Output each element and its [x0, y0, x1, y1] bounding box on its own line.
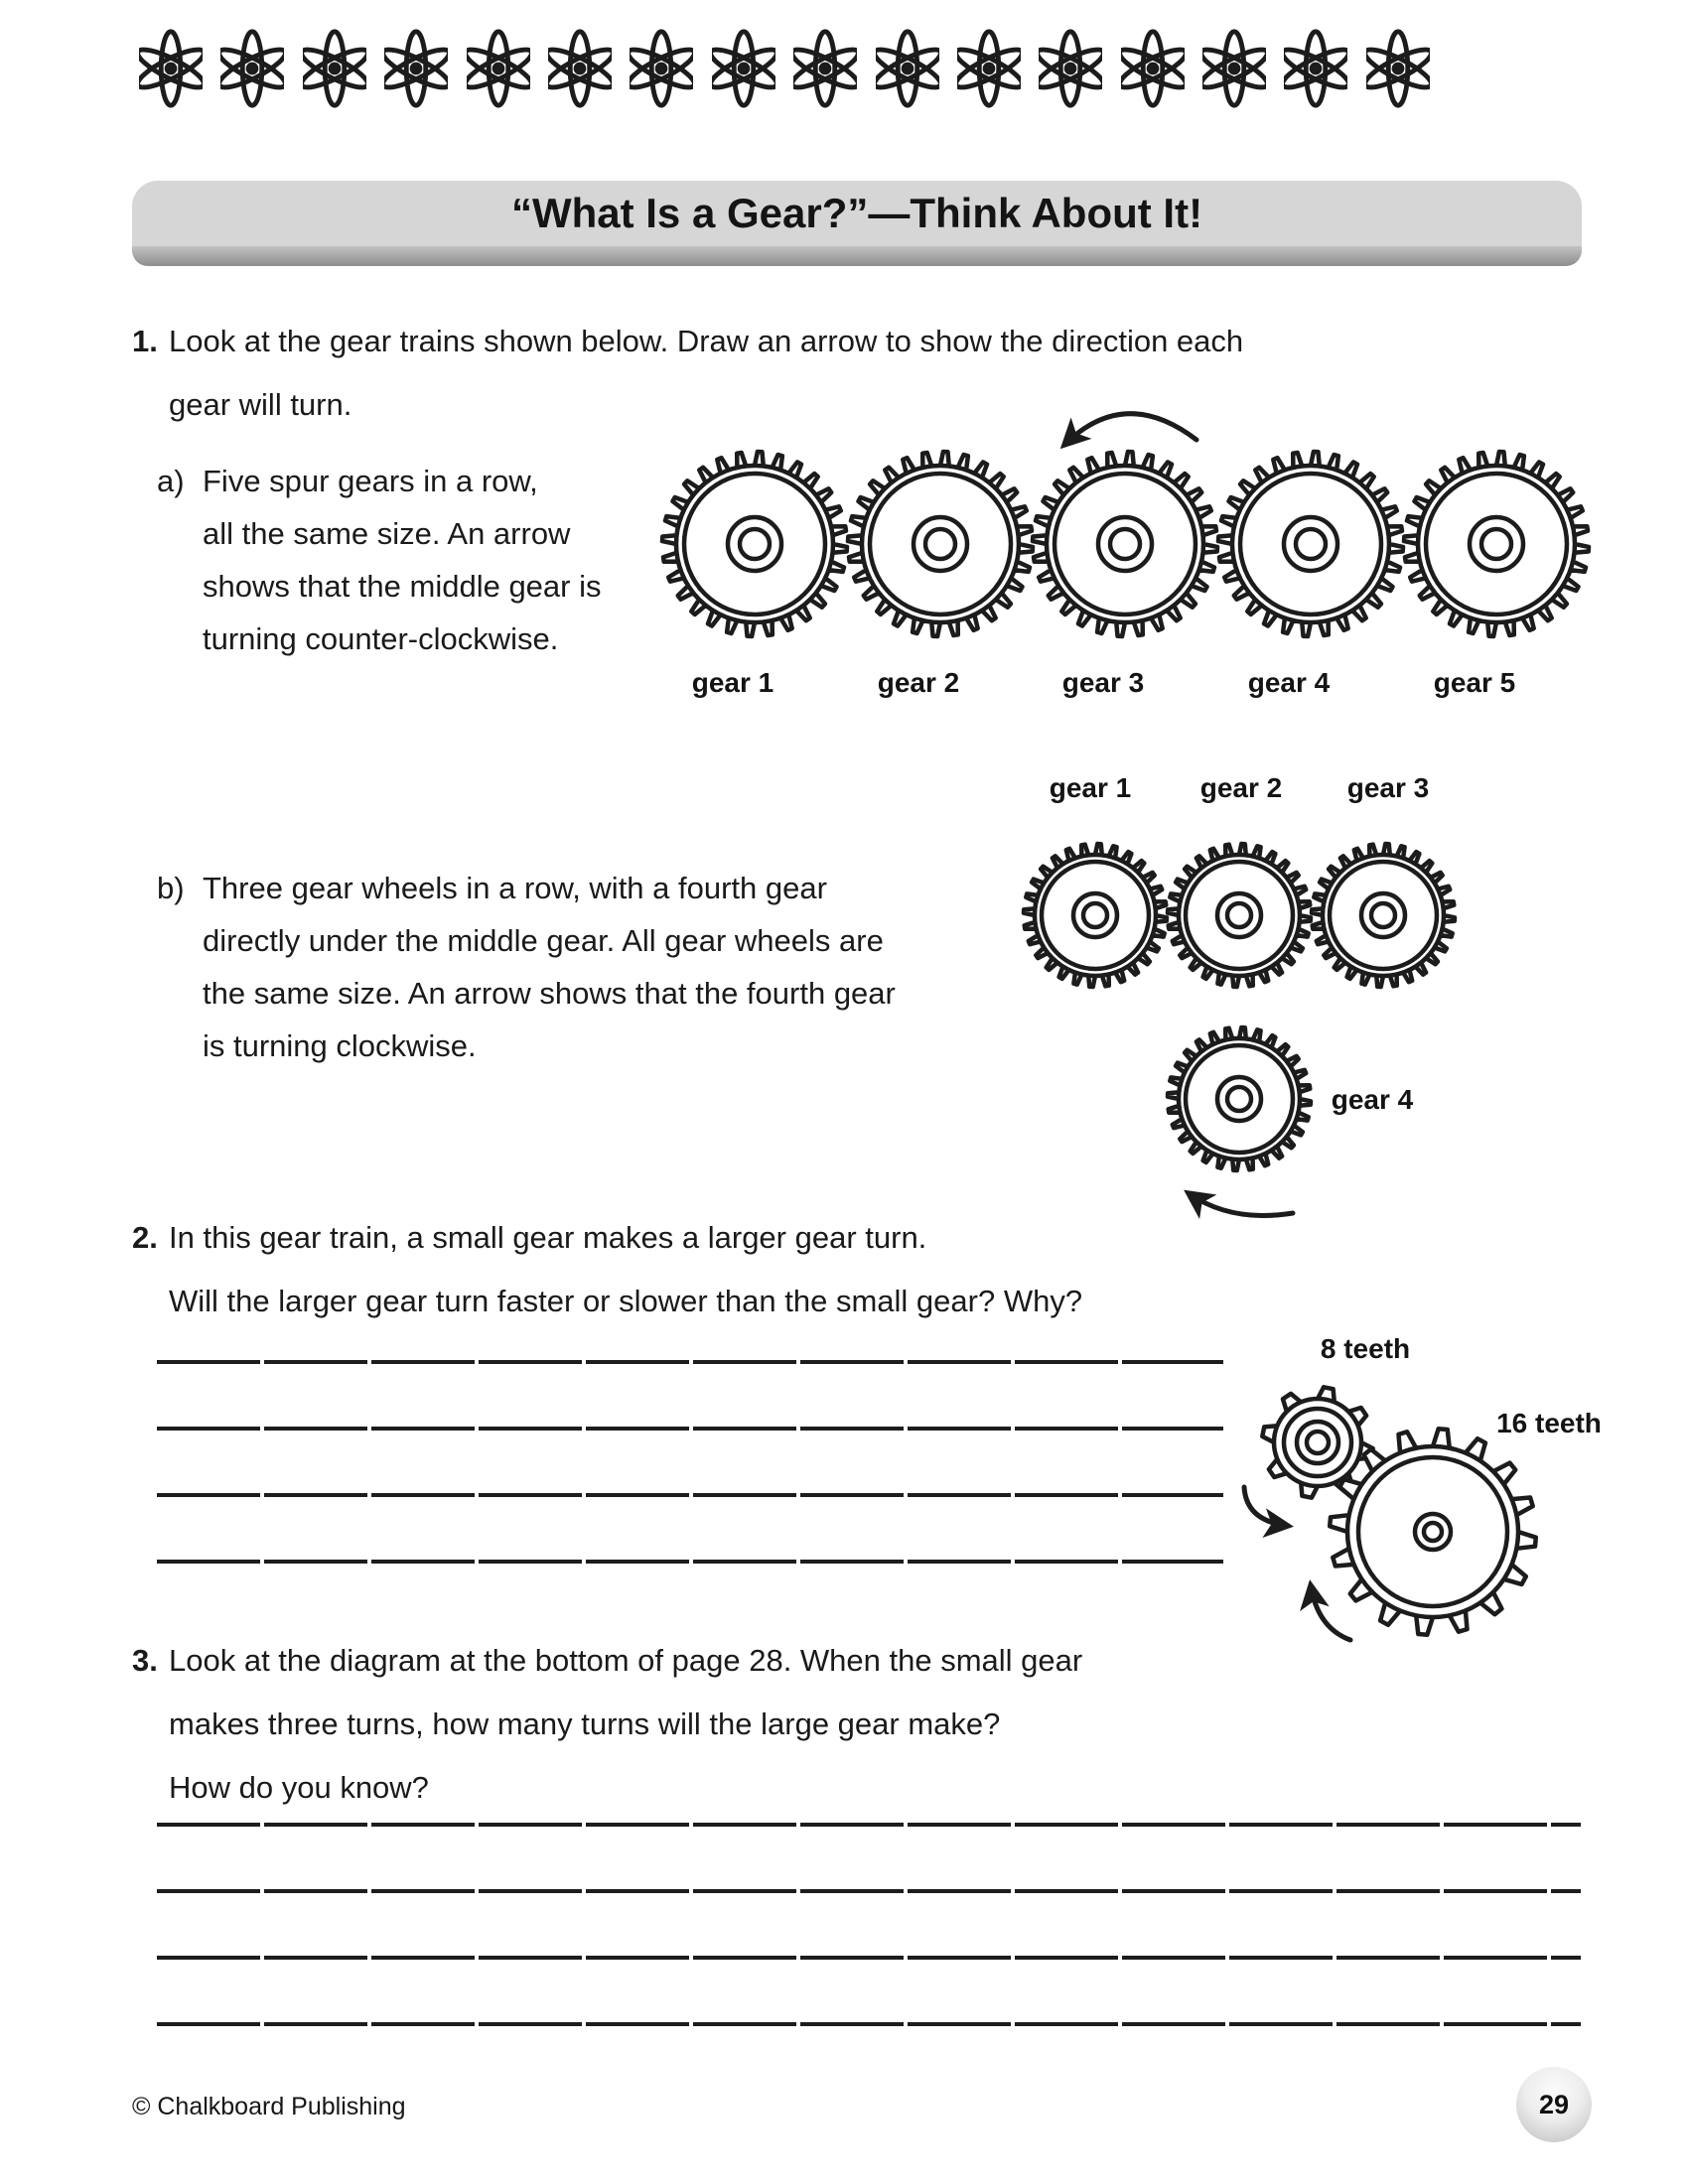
gear — [1168, 844, 1311, 987]
atom-icon — [630, 26, 693, 111]
atom-icon — [303, 26, 366, 111]
atom-border — [139, 26, 1430, 111]
question-3-number: 3. — [132, 1643, 158, 1678]
four-gear-train-diagram — [1003, 750, 1658, 1251]
question-1-line-1 — [132, 310, 1243, 373]
question-1b-text: Three gear wheels in a row, with a fourth gear — [203, 871, 827, 905]
gear-label: gear 3 — [1061, 667, 1145, 698]
question-1-line-2: gear will turn. — [169, 387, 352, 422]
atom-icon — [1284, 26, 1347, 111]
question-3-answer-lines — [157, 1823, 1581, 2089]
gear-label: gear 1 — [691, 667, 774, 698]
question-3-line-2: makes three turns, how many turns will the large gear make? — [169, 1706, 1001, 1741]
rotation-arrow-counter-clockwise — [1311, 1585, 1350, 1640]
question-3-line-1 — [132, 1629, 1082, 1693]
question-1a-line-2: all the same size. An arrow — [203, 516, 571, 551]
atom-icon — [220, 26, 284, 111]
gear — [1033, 452, 1217, 636]
rotation-arrow-counter-clockwise — [1064, 414, 1196, 445]
answer-line — [157, 1823, 1581, 1827]
atom-icon — [876, 26, 939, 111]
atom-icon — [139, 26, 203, 111]
atom-icon — [467, 26, 530, 111]
rotation-arrow-clockwise — [1244, 1487, 1288, 1526]
gear — [662, 452, 847, 636]
atom-icon — [1366, 26, 1430, 111]
question-1a — [157, 455, 602, 665]
gear — [1024, 844, 1167, 987]
question-1b-line-4: is turning clockwise. — [203, 1028, 477, 1063]
question-1a-line-1 — [157, 455, 602, 507]
question-1a-line-4: turning counter-clockwise. — [203, 621, 559, 656]
question-1b-label: b) — [157, 871, 185, 905]
small-large-gear-pair-diagram — [1226, 1320, 1653, 1703]
atom-icon — [1202, 26, 1266, 111]
question-2 — [132, 1206, 1082, 1333]
question-2-answer-lines — [157, 1360, 1223, 1626]
atom-icon — [1039, 26, 1102, 111]
question-2-text: In this gear train, a small gear makes a larger gear turn. — [169, 1220, 927, 1255]
page-title: “What Is a Gear?”—Think About It! — [510, 190, 1203, 236]
question-1b-line-2: directly under the middle gear. All gear wheels are — [203, 923, 884, 958]
atom-icon — [1121, 26, 1185, 111]
gear-label: gear 2 — [1199, 772, 1283, 803]
gear — [1312, 844, 1455, 987]
atom-icon — [384, 26, 448, 111]
question-1-text: Look at the gear trains shown below. Draw an arrow to show the direction each — [169, 324, 1244, 358]
answer-line — [157, 1889, 1581, 1893]
question-2-number: 2. — [132, 1220, 158, 1255]
gear-label: 16 teeth — [1496, 1408, 1602, 1438]
answer-line — [157, 2022, 1581, 2026]
gear — [1168, 1027, 1311, 1170]
question-2-line-1 — [132, 1206, 1082, 1270]
question-3-text: Look at the diagram at the bottom of page 28. When the small gear — [169, 1643, 1083, 1678]
answer-line — [157, 1427, 1223, 1431]
five-gear-train-diagram — [635, 377, 1618, 710]
gear-label: gear 2 — [877, 667, 960, 698]
gear — [848, 452, 1033, 636]
answer-line — [157, 1493, 1223, 1497]
copyright-text: © Chalkboard Publishing — [132, 2093, 406, 2120]
rotation-arrow-clockwise — [1189, 1193, 1293, 1216]
answer-line — [157, 1360, 1223, 1364]
question-1a-label: a) — [157, 464, 185, 498]
gear-label: gear 4 — [1331, 1084, 1414, 1115]
atom-icon — [548, 26, 612, 111]
gear-label: gear 3 — [1346, 772, 1430, 803]
question-3-line-3: How do you know? — [169, 1770, 429, 1805]
question-1a-line-3: shows that the middle gear is — [203, 569, 602, 604]
answer-line — [157, 1560, 1223, 1564]
gear-label: gear 4 — [1247, 667, 1331, 698]
atom-icon — [957, 26, 1021, 111]
page-number: 29 — [1538, 2090, 1570, 2119]
banner-shadow-strip — [132, 246, 1582, 266]
question-2-line-2: Will the larger gear turn faster or slower than the small gear? Why? — [169, 1284, 1083, 1318]
atom-icon — [793, 26, 857, 111]
question-1a-text: Five spur gears in a row, — [203, 464, 538, 498]
answer-line — [157, 1956, 1581, 1960]
question-3 — [132, 1629, 1082, 1820]
question-1b — [157, 862, 896, 1072]
page-number-badge — [1516, 2067, 1592, 2142]
gear — [1218, 452, 1403, 636]
question-1-number: 1. — [132, 324, 158, 358]
gear-label: gear 5 — [1433, 667, 1516, 698]
gear — [1404, 452, 1589, 636]
question-1b-line-3: the same size. An arrow shows that the fourth gear — [203, 976, 896, 1011]
question-1b-line-1 — [157, 862, 896, 914]
atom-icon — [712, 26, 775, 111]
gear-label: gear 1 — [1049, 772, 1132, 803]
title-banner — [132, 181, 1582, 266]
gear-label: 8 teeth — [1320, 1333, 1411, 1364]
